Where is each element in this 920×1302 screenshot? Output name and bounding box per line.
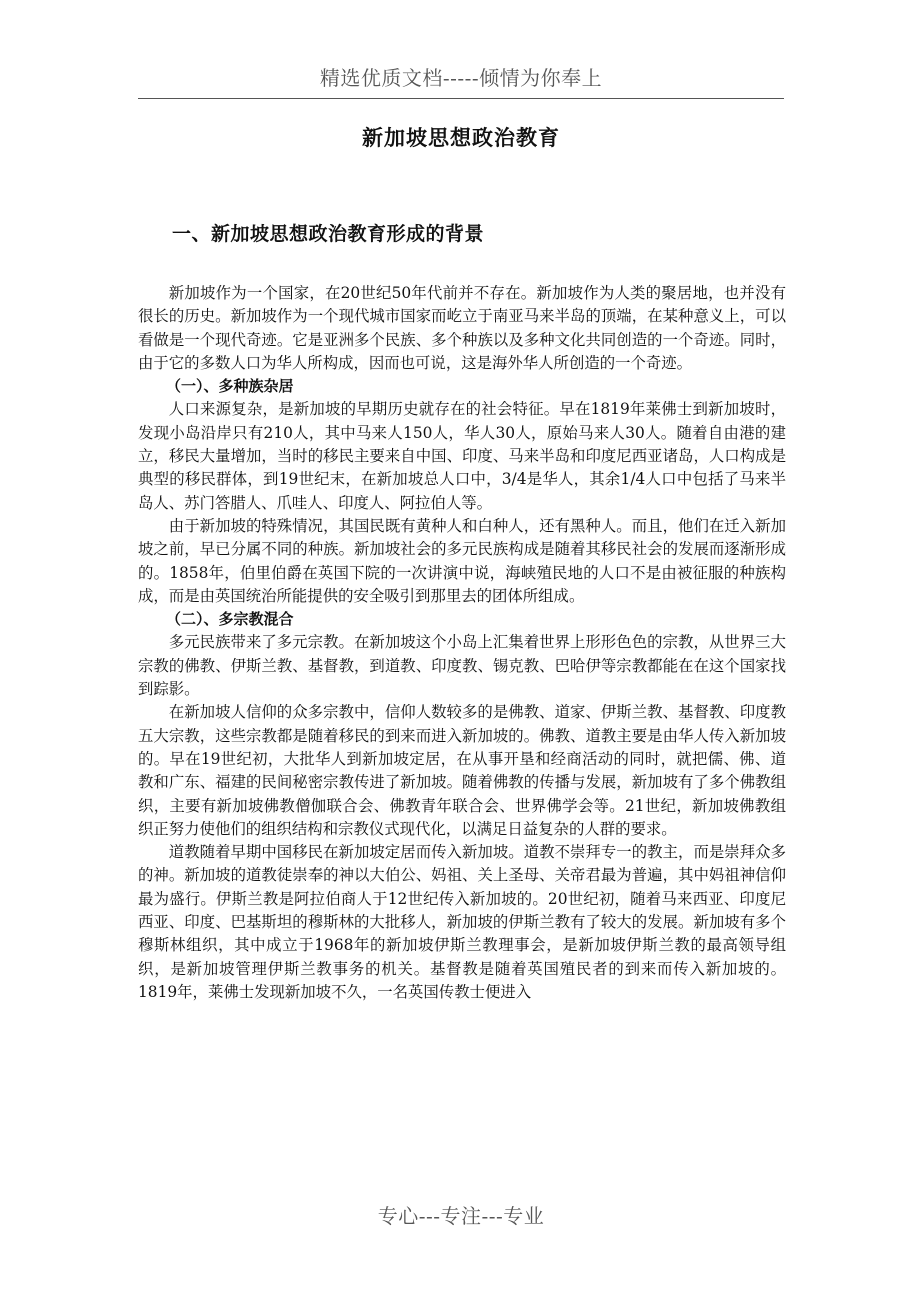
paragraph: 多元民族带来了多元宗教。在新加坡这个小岛上汇集着世界上形形色色的宗教，从世界三大宗教的佛教、伊斯兰教、基督教，到道教、印度教、锡克教、巴哈伊等宗教都能在在这个国家找到踪影。 [138,633,786,699]
document-body [138,282,786,1004]
paragraph: 人口来源复杂，是新加坡的早期历史就存在的社会特征。早在1819年莱佛士到新加坡时，发现小岛沿岸只有210人，其中马来人150人，华人30人，原始马来人30人。随着自由港的建立，移民大量增加，当时的移民主要来自中国、印度、马来半岛和印度尼西亚诸岛，人口构成是典型的移民群体，到19世纪末，在新加坡总人口中，3/4是华人，其余1/4人口中包括了马来半岛人、苏门答腊人、爪哇人、印度人、阿拉伯人等。 [138,400,786,512]
intro-paragraph: 新加坡作为一个国家，在20世纪50年代前并不存在。新加坡作为人类的聚居地，也并没有很长的历史。新加坡作为一个现代城市国家而屹立于南亚马来半岛的顶端，在某种意义上，可以看做是一个现代奇迹。它是亚洲多个民族、多个种族以及多种文化共同创造的一个奇迹。同时，由于它的多数人口为华人所构成，因而也可说，这是海外华人所创造的一个奇迹。 [138,284,786,372]
document-title: 新加坡思想政治教育 [362,126,560,150]
header-divider [138,98,784,99]
subsection-heading-1: （一）、多种族杂居 [166,377,294,396]
page-footer: 专心---专注---专业 [377,1204,545,1228]
paragraph: 在新加坡人信仰的众多宗教中，信仰人数较多的是佛教、道家、伊斯兰教、基督教、印度教五大宗教，这些宗教都是随着移民的到来而进入新加坡的。佛教、道教主要是由华人传入新加坡的。早在19世纪初，大批华人到新加坡定居，在从事开垦和经商活动的同时，就把儒、佛、道教和广东、福建的民间秘密宗教传进了新加坡。随着佛教的传播与发展，新加坡有了多个佛教组织，主要有新加坡佛教僧伽联合会、佛教青年联合会、世界佛学会等。21世纪，新加坡佛教组织正努力使他们的组织结构和宗教仪式现代化，以满足日益复杂的人群的要求。 [138,703,786,838]
paragraph: 由于新加坡的特殊情况，其国民既有黄种人和白种人，还有黑种人。而且，他们在迁入新加坡之前，早已分属不同的种族。新加坡社会的多元民族构成是随着其移民社会的发展而逐渐形成的。1858年，伯里伯爵在英国下院的一次讲演中说，海峡殖民地的人口不是由被征服的种族构成，而是由英国统治所能提供的安全吸引到那里去的团体所组成。 [138,516,786,605]
subsection-heading-2: （二）、多宗教混合 [166,610,294,629]
paragraph: 道教随着早期中国移民在新加坡定居而传入新加坡。道教不崇拜专一的教主，而是崇拜众多的神。新加坡的道教徒崇奉的神以大伯公、妈祖、关上圣母、关帝君最为普遍，其中妈祖神信仰最为盛行。伊斯兰教是阿拉伯商人于12世纪传入新加坡的。20世纪初，随着马来西亚、印度尼西亚、印度、巴基斯坦的穆斯林的大批移人，新加坡的伊斯兰教有了较大的发展。新加坡有多个穆斯林组织，其中成立于1968年的新加坡伊斯兰教理事会，是新加坡伊斯兰教的最高领导组织，是新加坡管理伊斯兰教事务的机关。基督教是随着英国殖民者的到来而传入新加坡的。1819年，莱佛士发现新加坡不久，一名英国传教士便进入 [138,843,786,1001]
section-heading: 一、新加坡思想政治教育形成的背景 [172,223,485,245]
page-header: 精选优质文档-----倾情为你奉上 [319,66,603,90]
